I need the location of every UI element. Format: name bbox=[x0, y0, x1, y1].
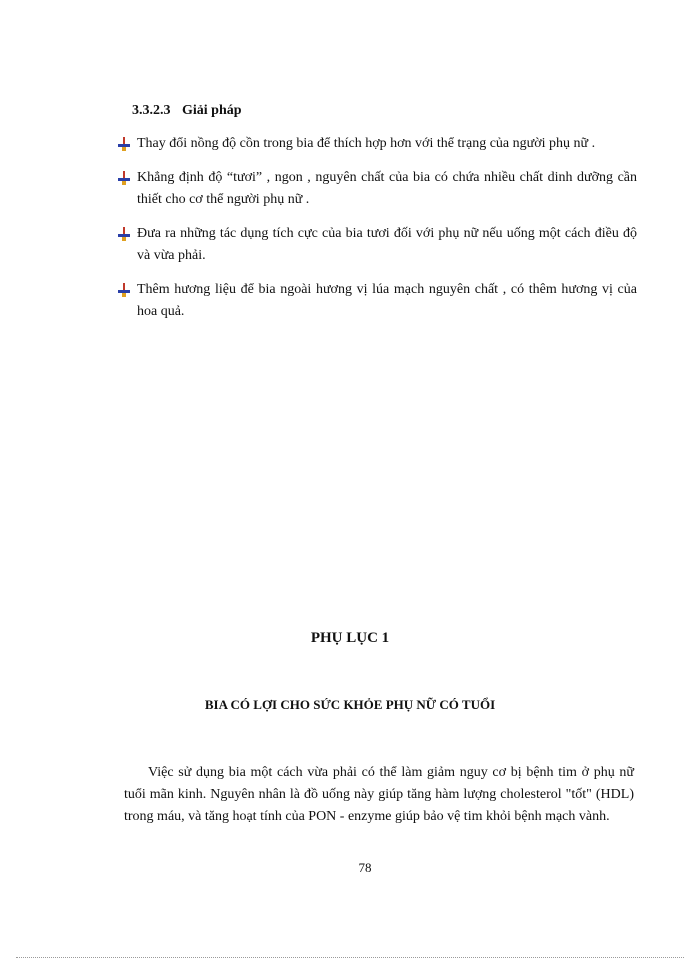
list-item-text: Khẳng định độ “tươi” , ngon , nguyên chất của bia có chứa nhiều chất dinh dưỡng cần thiết cho cơ thể người phụ nữ . bbox=[137, 170, 637, 207]
page-bottom-divider bbox=[16, 957, 684, 958]
list-item-text: Thêm hương liệu để bia ngoài hương vị lúa mạch nguyên chất , có thêm hương vị của hoa quả. bbox=[137, 282, 637, 319]
section-heading bbox=[132, 103, 242, 119]
list-item bbox=[117, 167, 637, 211]
solution-list bbox=[117, 133, 637, 335]
section-title: Giải pháp bbox=[182, 103, 242, 118]
appendix-subtitle: BIA CÓ LỢI CHO SỨC KHỎE PHỤ NỮ CÓ TUỔI bbox=[204, 697, 496, 712]
pushpin-bullet-icon bbox=[117, 137, 131, 151]
list-item-text: Thay đổi nồng độ cồn trong bia để thích hợp hơn với thể trạng của người phụ nữ . bbox=[137, 136, 596, 151]
pushpin-bullet-icon bbox=[117, 283, 131, 297]
list-item bbox=[117, 279, 637, 323]
list-item bbox=[117, 133, 637, 155]
page-number: 78 bbox=[358, 860, 372, 875]
pushpin-bullet-icon bbox=[117, 227, 131, 241]
pushpin-bullet-icon bbox=[117, 171, 131, 185]
appendix-title: PHỤ LỤC 1 bbox=[310, 630, 390, 646]
section-number: 3.3.2.3 bbox=[132, 103, 171, 118]
list-item-text: Đưa ra những tác dụng tích cực của bia tươi đối với phụ nữ nếu uống một cách điều độ và vừa phải. bbox=[137, 226, 637, 263]
appendix-paragraph: Việc sử dụng bia một cách vừa phải có thể làm giảm nguy cơ bị bệnh tim ở phụ nữ tuổi mãn kinh. Nguyên nhân là đồ uống này giúp tăng hàm lượng cholesterol "tốt" (HDL) trong máu, và tăng hoạt tính của PON - enzyme giúp bảo vệ tim khỏi bệnh mạch vành. bbox=[124, 765, 634, 824]
list-item bbox=[117, 223, 637, 267]
